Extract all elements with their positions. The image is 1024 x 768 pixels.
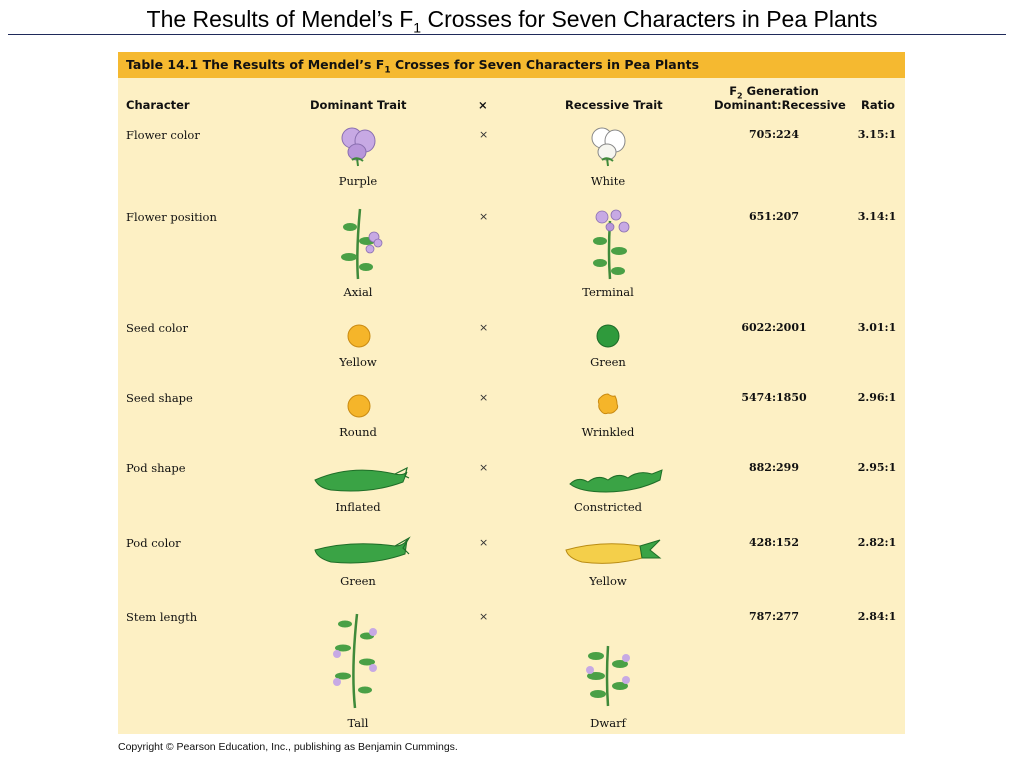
table-caption-rest: Crosses for Seven Characters in Pea Plants bbox=[390, 57, 700, 72]
wrinkled-seed-icon bbox=[596, 392, 620, 416]
cross-symbol: × bbox=[479, 391, 489, 404]
row-character: Pod color bbox=[126, 536, 181, 550]
copyright-notice: Copyright © Pearson Education, Inc., publishing as Benjamin Cummings. bbox=[118, 741, 458, 753]
cross-symbol: × bbox=[479, 321, 489, 334]
mendel-results-table bbox=[118, 52, 905, 734]
ratio-value: 2.84:1 bbox=[857, 610, 897, 623]
header-f2-subscript: 2 bbox=[737, 91, 743, 101]
cross-symbol: × bbox=[479, 461, 489, 474]
cross-symbol: × bbox=[479, 128, 489, 141]
ratio-value: 2.82:1 bbox=[857, 536, 897, 549]
dominant-trait-label: Axial bbox=[343, 285, 373, 299]
f2-counts: 651:207 bbox=[749, 210, 799, 223]
header-dominant-recessive: Dominant:Recessive bbox=[714, 98, 846, 112]
dominant-trait-label: Inflated bbox=[335, 500, 381, 514]
dominant-trait-label: Purple bbox=[338, 174, 378, 188]
cross-symbol: × bbox=[479, 536, 489, 549]
dominant-trait-label: Green bbox=[340, 574, 376, 588]
header-cross: × bbox=[478, 98, 488, 112]
terminal-flower-plant-icon bbox=[586, 207, 636, 281]
f2-counts: 705:224 bbox=[749, 128, 799, 141]
header-f2-prefix: F bbox=[729, 84, 738, 98]
recessive-trait-label: Constricted bbox=[573, 500, 643, 514]
cross-symbol: × bbox=[479, 610, 489, 623]
slide-title bbox=[0, 6, 1024, 36]
ratio-value: 3.15:1 bbox=[857, 128, 897, 141]
dominant-trait-label: Round bbox=[339, 425, 377, 439]
table-caption-main: Table 14.1 The Results of Mendel’s F bbox=[126, 57, 385, 72]
inflated-pod-icon bbox=[311, 460, 411, 496]
yellow-pod-icon bbox=[562, 534, 662, 570]
dwarf-plant-icon bbox=[580, 642, 636, 708]
purple-flower-icon bbox=[338, 124, 378, 168]
dominant-trait-label: Tall bbox=[347, 716, 369, 730]
dominant-trait-label: Yellow bbox=[339, 355, 377, 369]
recessive-trait-label: White bbox=[590, 174, 626, 188]
tall-plant-icon bbox=[323, 610, 387, 710]
row-character: Pod shape bbox=[126, 461, 186, 475]
row-character: Seed color bbox=[126, 321, 188, 335]
row-character: Flower color bbox=[126, 128, 200, 142]
slide-title-main: The Results of Mendel’s F bbox=[146, 6, 414, 32]
ratio-value: 3.01:1 bbox=[857, 321, 897, 334]
recessive-trait-label: Dwarf bbox=[590, 716, 626, 730]
yellow-seed-icon bbox=[346, 323, 372, 349]
ratio-value: 3.14:1 bbox=[857, 210, 897, 223]
f2-counts: 5474:1850 bbox=[741, 391, 807, 404]
title-divider bbox=[8, 34, 1006, 35]
cross-symbol: × bbox=[479, 210, 489, 223]
f2-counts: 6022:2001 bbox=[741, 321, 807, 334]
recessive-trait-label: Yellow bbox=[589, 574, 627, 588]
ratio-value: 2.95:1 bbox=[857, 461, 897, 474]
f2-counts: 428:152 bbox=[749, 536, 799, 549]
row-character: Flower position bbox=[126, 210, 217, 224]
recessive-trait-label: Wrinkled bbox=[581, 425, 635, 439]
header-recessive-trait: Recessive Trait bbox=[565, 98, 663, 112]
slide-title-rest: Crosses for Seven Characters in Pea Plants bbox=[421, 6, 878, 32]
header-ratio: Ratio bbox=[861, 98, 895, 112]
row-character: Seed shape bbox=[126, 391, 193, 405]
axial-flower-plant-icon bbox=[336, 207, 386, 281]
header-f2-rest: Generation bbox=[742, 84, 819, 98]
header-character: Character bbox=[126, 98, 190, 112]
recessive-trait-label: Green bbox=[590, 355, 626, 369]
round-seed-icon bbox=[346, 393, 372, 419]
ratio-value: 2.96:1 bbox=[857, 391, 897, 404]
row-character: Stem length bbox=[126, 610, 198, 624]
green-pod-icon bbox=[311, 534, 411, 570]
f2-counts: 882:299 bbox=[749, 461, 799, 474]
table-caption-subscript: 1 bbox=[384, 65, 391, 76]
recessive-trait-label: Terminal bbox=[582, 285, 634, 299]
green-seed-icon bbox=[595, 323, 621, 349]
table-caption bbox=[118, 52, 905, 78]
slide-title-subscript: 1 bbox=[413, 19, 422, 36]
header-dominant-trait: Dominant Trait bbox=[310, 98, 407, 112]
white-flower-icon bbox=[588, 124, 628, 168]
constricted-pod-icon bbox=[566, 462, 666, 496]
f2-counts: 787:277 bbox=[749, 610, 799, 623]
